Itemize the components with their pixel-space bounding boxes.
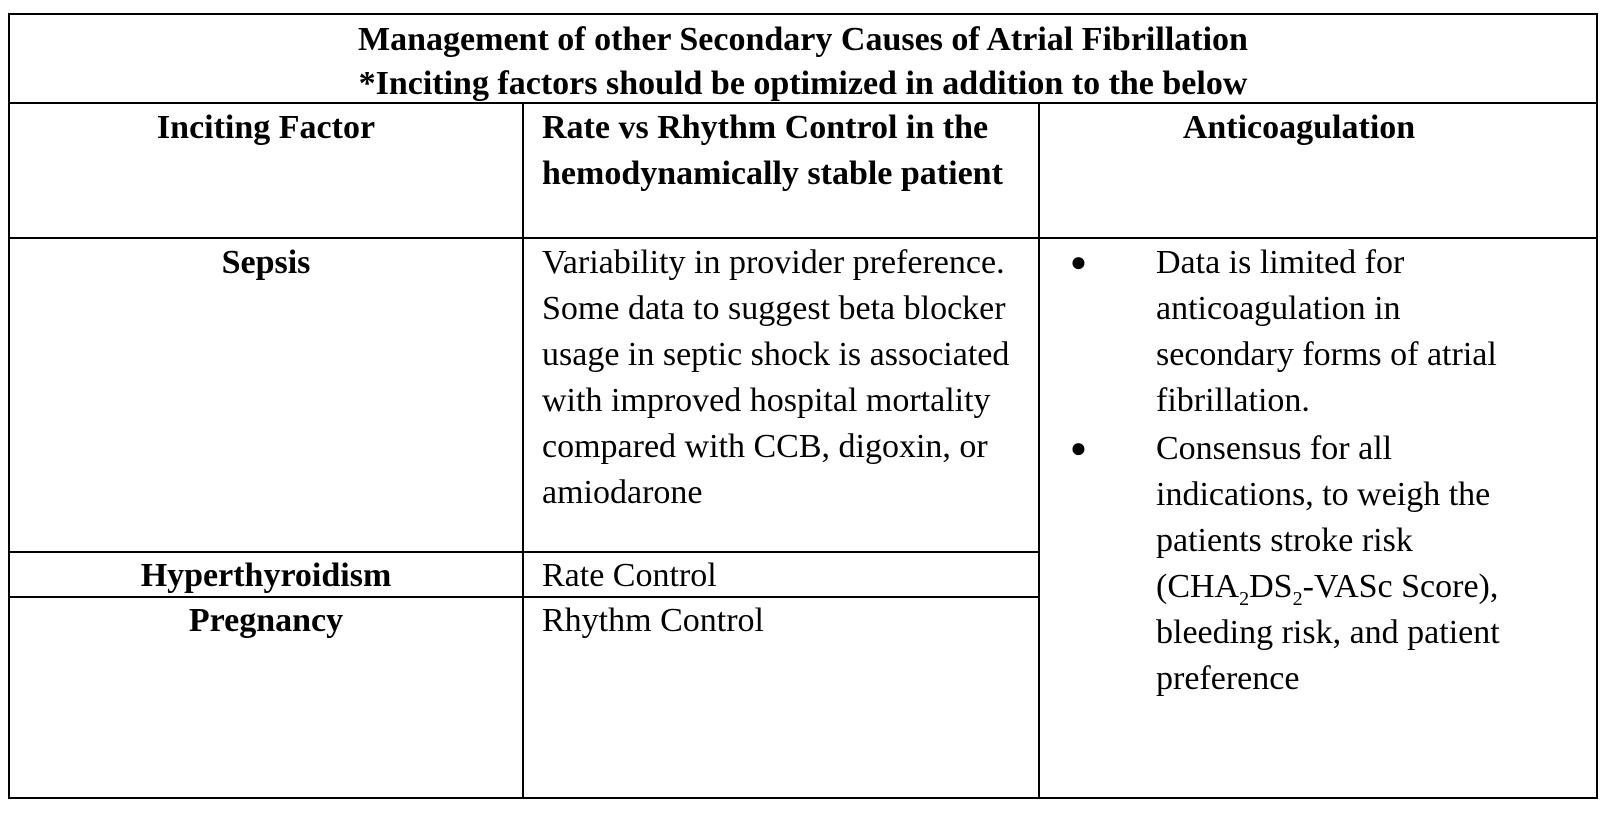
anticoagulation-item-2: Consensus for all indications, to weigh the patients stroke risk ($CHA_2DS_2$-VASc Score), bleeding risk, and patient preference — [1156, 430, 1500, 697]
header-divider — [10, 237, 1596, 239]
header-rate-vs-rhythm: Rate vs Rhythm Control in the hemodynamically stable patient — [542, 109, 1003, 192]
table-title: Management of other Secondary Causes of Atrial Fibrillation — [358, 21, 1248, 58]
factor-sepsis: Sepsis — [221, 244, 311, 281]
factor-hyperthyroidism: Hyperthyroidism — [140, 557, 392, 594]
list-item — [1040, 240, 1540, 424]
header-anticoagulation: Anticoagulation — [1182, 109, 1416, 146]
control-pregnancy: Rhythm Control — [542, 602, 764, 639]
header-inciting-factor: Inciting Factor — [156, 109, 376, 146]
title-divider — [10, 102, 1596, 104]
control-sepsis: Variability in provider preference. Some data to suggest beta blocker usage in septic shock is associated with improved hospital mortality compared with CCB, digoxin, or amiodarone — [542, 244, 1010, 511]
control-hyperthyroidism: Rate Control — [542, 557, 717, 594]
column-divider-1 — [522, 102, 524, 799]
table-subtitle: *Inciting factors should be optimized in addition to the below — [358, 65, 1248, 102]
bullet-icon: ● — [1070, 247, 1087, 278]
anticoagulation-item-1: Data is limited for anticoagulation in secondary forms of atrial fibrillation. — [1156, 244, 1497, 419]
list-item — [1040, 424, 1540, 702]
anticoagulation-list — [1040, 240, 1540, 702]
secondary-causes-table — [8, 13, 1598, 799]
bullet-icon: ● — [1070, 433, 1087, 464]
factor-pregnancy: Pregnancy — [188, 602, 344, 639]
